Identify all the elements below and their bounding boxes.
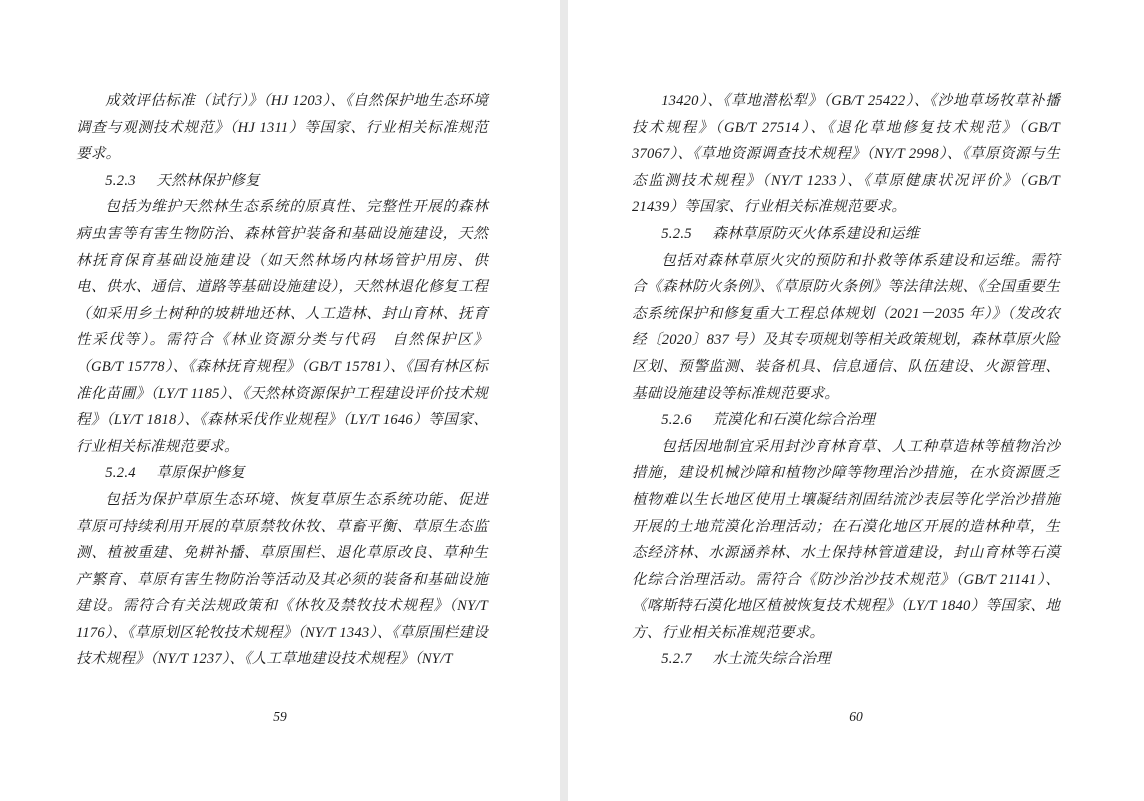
page-left-content (76, 88, 488, 673)
page-right-content (632, 88, 1060, 673)
heading-title: 天然林保护修复 (156, 172, 260, 189)
paragraph-fire-system: 包括对森林草原火灾的预防和扑救等体系建设和运维。需符合《森林防火条例》、《草原防火条例》等法律法规、《全国重要生态系统保护和修复重大工程总体规划（2021－2035 年）》（发改农经〔2020〕837 号）及其专项规划等相关政策规划，森林草原火险区划、预警监测、装备机具、信息通信、队伍建设、火源管理、基础设施建设等标准规范要求。 (632, 252, 1060, 402)
paragraph-continued: 成效评估标准（试行）》（HJ 1203）、《自然保护地生态环境调查与观测技术规范》（HJ 1311）等国家、行业相关标准规范要求。 (76, 93, 488, 163)
heading-title: 森林草原防灭火体系建设和运维 (712, 225, 920, 242)
heading-number: 5.2.3 (105, 172, 136, 189)
paragraph-continued: 13420）、《草地潜松犁》（GB/T 25422）、《沙地草场牧草补播技术规程》（GB/T 27514）、《退化草地修复技术规范》（GB/T 37067）、《草地资源调查技术规程》（NY/T 2998）、《草原资源与生态监测技术规程》（NY/T 1233）、《草原健康状况评价》（GB/T 21439）等国家、行业相关标准规范要求。 (632, 93, 1060, 216)
heading-5-2-6 (632, 407, 1060, 434)
paragraph-natural-forest: 包括为维护天然林生态系统的原真性、完整性开展的森林病虫害等有害生物防治、森林管护装备和基础设施建设，天然林抚育保育基础设施建设（如天然林场内林场管护用房、供电、供水、通信、道路等基础设施建设），天然林退化修复工程（如采用乡土树种的坡耕地还林、人工造林、封山育林、抚育性采伐等）。需符合《林业资源分类与代码 自然保护区》（GB/T 15778）、《森林抚育规程》（GB/T 15781）、《国有林区标准化苗圃》（LY/T 1185）、《天然林资源保护工程建设评价技术规程》（LY/T 1818）、《森林采伐作业规程》（LY/T 1646）等国家、行业相关标准规范要求。 (76, 199, 488, 455)
page-number-left: 59 (273, 709, 287, 724)
heading-number: 5.2.5 (661, 225, 692, 242)
page-left (0, 0, 560, 801)
heading-number: 5.2.4 (105, 465, 136, 482)
heading-number: 5.2.7 (661, 651, 692, 668)
heading-title: 水土流失综合治理 (712, 651, 831, 668)
paragraph-desertification: 包括因地制宜采用封沙育林育草、人工种草造林等植物治沙措施，建设机械沙障和植物沙障等物理治沙措施，在水资源匮乏植物难以生长地区使用土壤凝结剂固结流沙表层等化学治沙措施开展的土地荒漠化治理活动；在石漠化地区开展的造林种草，生态经济林、水源涵养林、水土保持林管道建设，封山育林等石漠化综合治理活动。需符合《防沙治沙技术规范》（GB/T 21141）、《喀斯特石漠化地区植被恢复技术规程》（LY/T 1840）等国家、地方、行业相关标准规范要求。 (632, 438, 1060, 641)
page-number-right: 60 (849, 709, 863, 724)
heading-5-2-3 (76, 168, 488, 195)
heading-5-2-5 (632, 221, 1060, 248)
page-right (568, 0, 1144, 801)
heading-5-2-7 (632, 646, 1060, 673)
paragraph-grassland: 包括为保护草原生态环境、恢复草原生态系统功能、促进草原可持续利用开展的草原禁牧休牧、草畜平衡、草原生态监测、植被重建、免耕补播、草原围栏、退化草原改良、草种生产繁育、草原有害生物防治等活动及其必须的装备和基础设施建设。需符合有关法规政策和《休牧及禁牧技术规程》（NY/T 1176）、《草原划区轮牧技术规程》（NY/T 1343）、《草原围栏建设技术规程》（NY/T 1237）、《人工草地建设技术规程》（NY/T (76, 491, 488, 668)
heading-title: 荒漠化和石漠化综合治理 (712, 412, 876, 429)
heading-title: 草原保护修复 (156, 465, 246, 482)
heading-5-2-4 (76, 460, 488, 487)
heading-number: 5.2.6 (661, 412, 692, 429)
